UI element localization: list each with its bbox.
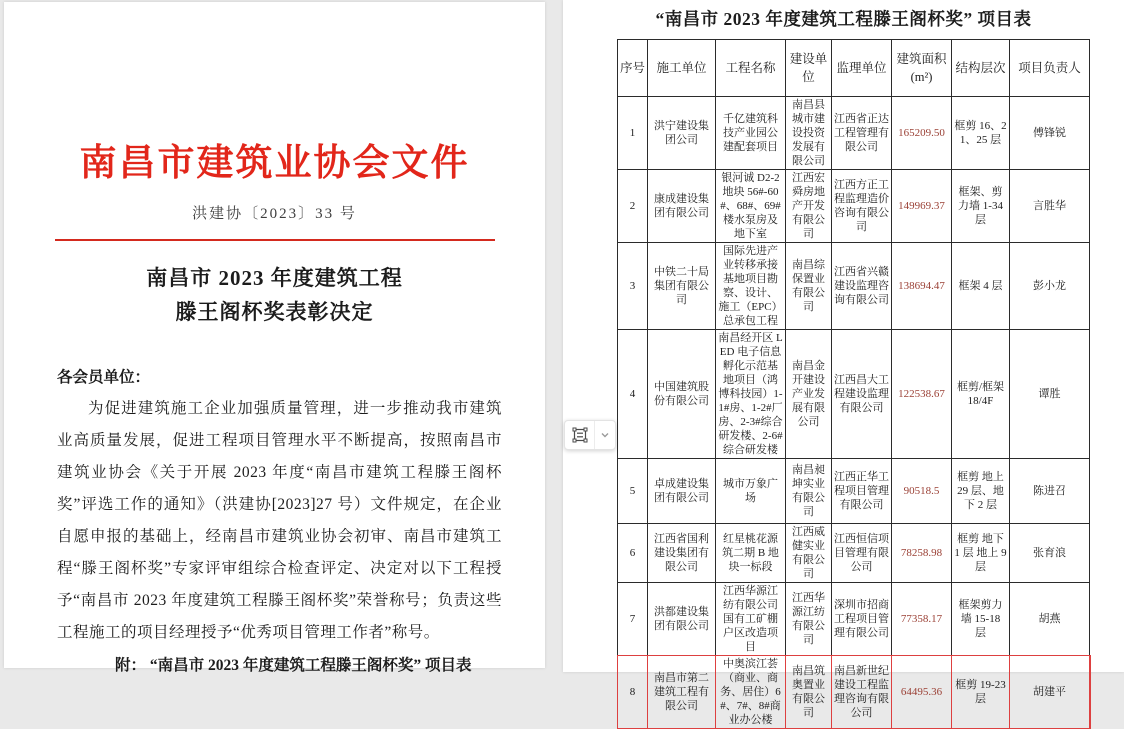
- col-header-area: 建筑面积(m²): [892, 40, 952, 97]
- table-cell-project: 银河诚 D2-2 地块 56#-60#、68#、69#楼水泵房及地下室: [716, 170, 786, 243]
- table-cell-supervisor: 江西昌大工程建设监理有限公司: [832, 330, 892, 459]
- table-cell-no: 4: [618, 330, 648, 459]
- col-header-structure: 结构层次: [952, 40, 1010, 97]
- col-header-project: 工程名称: [716, 40, 786, 97]
- attachment-line: 附： “南昌市 2023 年度建筑工程滕王阁杯奖” 项目表: [115, 657, 472, 674]
- table-cell-owner: 南昌筑奥置业有限公司: [786, 656, 832, 729]
- col-header-owner: 建设单位: [786, 40, 832, 97]
- table-cell-supervisor: 江西恒信项目管理有限公司: [832, 524, 892, 583]
- doc-title-line2: 滕王阁杯奖表彰决定: [175, 300, 374, 324]
- table-cell-project: 国际先进产业转移承接基地项目勘察、设计、施工（EPC）总承包工程: [716, 243, 786, 330]
- table-title: “南昌市 2023 年度建筑工程滕王阁杯奖” 项目表: [655, 9, 1032, 29]
- salutation: 各会员单位：: [57, 369, 151, 386]
- table-cell-supervisor: 江西正华工程项目管理有限公司: [832, 459, 892, 524]
- table-header-row: [618, 40, 1090, 97]
- table-cell-structure: 框架、剪力墙 1-34 层: [952, 170, 1010, 243]
- table-cell-supervisor: 江西方正工程监理造价咨询有限公司: [832, 170, 892, 243]
- table-cell-structure: 框剪 地上 29 层、地下 2 层: [952, 459, 1010, 524]
- table-cell-structure: 框剪 19-23 层: [952, 656, 1010, 729]
- table-cell-area: 78258.98: [892, 524, 952, 583]
- table-cell-no: 1: [618, 97, 648, 170]
- table-cell-contractor: 江西省国利建设集团有限公司: [648, 524, 716, 583]
- table-cell-area: 149969.37: [892, 170, 952, 243]
- table-cell-owner: 南昌昶坤实业有限公司: [786, 459, 832, 524]
- table-cell-area: 165209.50: [892, 97, 952, 170]
- table-cell-structure: 框剪 地下 1 层 地上 9 层: [952, 524, 1010, 583]
- table-cell-area: 64495.36: [892, 656, 952, 729]
- table-cell-supervisor: 江西省正达工程管理有限公司: [832, 97, 892, 170]
- table-cell-manager: 傅锋锐: [1010, 97, 1090, 170]
- table-cell-owner: 江西威健实业有限公司: [786, 524, 832, 583]
- table-cell-contractor: 洪宁建设集团公司: [648, 97, 716, 170]
- table-cell-structure: 框架剪力墙 15-18 层: [952, 583, 1010, 656]
- table-cell-owner: 南昌综保置业有限公司: [786, 243, 832, 330]
- table-row: [618, 583, 1090, 656]
- red-divider-rule: [55, 239, 495, 241]
- table-cell-owner: 江西宏舜房地产开发有限公司: [786, 170, 832, 243]
- table-cell-project: 城市万象广场: [716, 459, 786, 524]
- table-row: [618, 656, 1090, 729]
- table-row: [618, 524, 1090, 583]
- table-cell-no: 6: [618, 524, 648, 583]
- table-cell-manager: 胡建平: [1010, 656, 1090, 729]
- table-cell-manager: 胡燕: [1010, 583, 1090, 656]
- table-row: [618, 170, 1090, 243]
- table-cell-contractor: 卓成建设集团有限公司: [648, 459, 716, 524]
- table-cell-project: 千亿建筑科技产业园公建配套项目: [716, 97, 786, 170]
- document-page-right: [563, 0, 1124, 726]
- table-cell-project: 中奥滨江荟（商业、商务、居住）6#、7#、8#商业办公楼: [716, 656, 786, 729]
- table-cell-manager: 陈进召: [1010, 459, 1090, 524]
- table-cell-contractor: 南昌市第二建筑工程有限公司: [648, 656, 716, 729]
- table-cell-structure: 框剪 16、21、25 层: [952, 97, 1010, 170]
- table-cell-project: 红星桃花源筑二期 B 地块一标段: [716, 524, 786, 583]
- table-cell-no: 5: [618, 459, 648, 524]
- table-cell-area: 138694.47: [892, 243, 952, 330]
- floating-table-tool-button[interactable]: [564, 420, 616, 450]
- table-cell-manager: 谭胜: [1010, 330, 1090, 459]
- award-project-table: [617, 39, 1090, 729]
- doc-title-line1: 南昌市 2023 年度建筑工程: [146, 266, 403, 290]
- table-cell-no: 3: [618, 243, 648, 330]
- doc-number: 洪建协〔2023〕33 号: [192, 206, 357, 222]
- body-paragraph: 为促进建筑施工企业加强质量管理，进一步推动我市建筑业高质量发展，促进工程项目管理水平不断提高，按照南昌市建筑业协会《关于开展 2023 年度“南昌市建筑工程滕王阁杯奖”评选工作的通知》（洪建协[2023]27 号）文件规定，在企业自愿申报的基础上，经南昌市建筑业协会初审、南昌市建筑工程“滕王阁杯奖”专家评审组综合检查评定、决定对以下工程授予“南昌市 2023 年度建筑工程滕王阁杯奖”荣誉称号；负责这些工程施工的项目经理授予“优秀项目管理工作者”称号。: [57, 400, 502, 641]
- table-cell-contractor: 康成建设集团有限公司: [648, 170, 716, 243]
- org-title: 南昌市建筑业协会文件: [79, 142, 470, 183]
- table-cell-contractor: 洪都建设集团有限公司: [648, 583, 716, 656]
- chevron-down-icon[interactable]: [595, 421, 615, 449]
- table-row: [618, 330, 1090, 459]
- col-header-contractor: 施工单位: [648, 40, 716, 97]
- table-select-icon[interactable]: [565, 421, 595, 449]
- table-cell-structure: 框剪/框架 18/4F: [952, 330, 1010, 459]
- col-header-manager: 项目负责人: [1010, 40, 1090, 97]
- table-cell-project: 南昌经开区 LED 电子信息孵化示范基地项目（鸿博科技园）1-1#房、1-2#厂房、2-3#综合研发楼、2-6#综合研发楼: [716, 330, 786, 459]
- table-cell-project: 江西华源江纺有限公司国有工矿棚户区改造项目: [716, 583, 786, 656]
- col-header-no: 序号: [618, 40, 648, 97]
- table-row: [618, 97, 1090, 170]
- table-cell-contractor: 中国建筑股份有限公司: [648, 330, 716, 459]
- table-cell-area: 122538.67: [892, 330, 952, 459]
- table-cell-no: 8: [618, 656, 648, 729]
- table-cell-supervisor: 深圳市招商工程项目管理有限公司: [832, 583, 892, 656]
- table-cell-no: 7: [618, 583, 648, 656]
- table-cell-supervisor: 南昌新世纪建设工程监理咨询有限公司: [832, 656, 892, 729]
- table-cell-owner: 南昌金开建设产业发展有限公司: [786, 330, 832, 459]
- table-cell-no: 2: [618, 170, 648, 243]
- col-header-supervisor: 监理单位: [832, 40, 892, 97]
- table-cell-manager: 张育浪: [1010, 524, 1090, 583]
- table-row: [618, 243, 1090, 330]
- document-page-left: [4, 2, 545, 674]
- table-cell-area: 90518.5: [892, 459, 952, 524]
- table-cell-manager: 彭小龙: [1010, 243, 1090, 330]
- table-cell-contractor: 中铁二十局集团有限公司: [648, 243, 716, 330]
- table-cell-owner: 江西华源江纺有限公司: [786, 583, 832, 656]
- table-cell-structure: 框架 4 层: [952, 243, 1010, 330]
- table-cell-supervisor: 江西省兴赣建设监理咨询有限公司: [832, 243, 892, 330]
- table-row: [618, 459, 1090, 524]
- doc-title: [4, 261, 545, 329]
- table-cell-area: 77358.17: [892, 583, 952, 656]
- table-cell-manager: 言胜华: [1010, 170, 1090, 243]
- table-cell-owner: 南昌县城市建设投资发展有限公司: [786, 97, 832, 170]
